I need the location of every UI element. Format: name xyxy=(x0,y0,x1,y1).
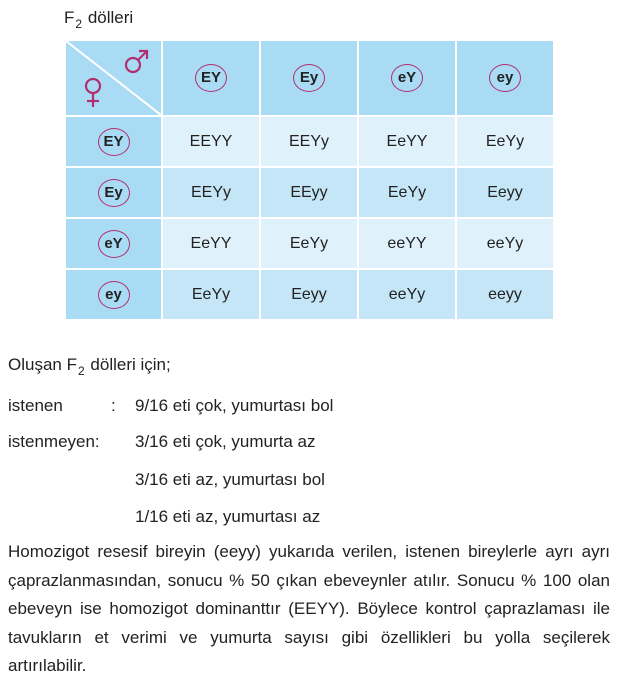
summary-intro xyxy=(8,355,171,378)
wanted-value: 9/16 eti çok, yumurtası bol xyxy=(135,396,334,415)
genotype-cell: EeYy xyxy=(260,218,358,269)
genotype-cell: EeYy xyxy=(162,269,260,320)
male-allele-header xyxy=(260,40,358,116)
genotype-cell: EeYY xyxy=(162,218,260,269)
female-allele: ey xyxy=(98,281,130,309)
unwanted-value: 1/16 eti az, yumurtası az xyxy=(135,507,321,526)
explanation-paragraph: Homozigot resesif bireyin (eeyy) yukarıda verilen, istenen bireylerle ayrı ayrı çaprazlanmasından, sonucu % 50 çıkan ebeveynler atılır. Sonucu % 100 olan ebeveyn ise homozigot dominanttır (EEYY). Böylece kontrol çaprazlaması ile tavukların et verimi ve yumurta sayısı gibi özellikleri bu yolla seçilerek artırılabilir. xyxy=(8,542,610,675)
male-allele-header xyxy=(358,40,456,116)
title-suffix: dölleri xyxy=(87,8,134,27)
genotype-cell: EEYy xyxy=(260,116,358,167)
female-allele: EY xyxy=(98,128,130,156)
male-allele: Ey xyxy=(293,64,325,92)
unwanted-line-1 xyxy=(8,432,315,452)
male-allele: EY xyxy=(195,64,227,92)
genotype-cell: EEYy xyxy=(162,167,260,218)
genotype-cell: EeYY xyxy=(358,116,456,167)
female-allele-header xyxy=(65,269,162,320)
genotype-cell: Eeyy xyxy=(260,269,358,320)
unwanted-line-2 xyxy=(135,470,325,490)
male-allele: ey xyxy=(489,64,521,92)
male-allele-header xyxy=(456,40,554,116)
male-allele-header xyxy=(162,40,260,116)
genotype-cell: EeYy xyxy=(456,116,554,167)
male-allele: eY xyxy=(391,64,423,92)
genotype-cell: eeYy xyxy=(358,269,456,320)
female-allele-header xyxy=(65,218,162,269)
male-symbol-icon xyxy=(123,47,151,75)
unwanted-value: 3/16 eti az, yumurtası bol xyxy=(135,470,325,489)
corner-cell xyxy=(65,40,162,116)
title-subscript: 2 xyxy=(75,17,83,31)
genotype-cell: eeYy xyxy=(456,218,554,269)
female-allele-header xyxy=(65,116,162,167)
genotype-cell: EEyy xyxy=(260,167,358,218)
female-allele-header xyxy=(65,167,162,218)
female-allele: eY xyxy=(98,230,130,258)
punnett-square xyxy=(64,39,555,321)
intro-subscript: 2 xyxy=(77,364,85,378)
intro-suffix: dölleri için; xyxy=(90,355,171,374)
genotype-cell: eeyy xyxy=(456,269,554,320)
wanted-line xyxy=(8,396,333,416)
female-allele: Ey xyxy=(98,179,130,207)
genotype-cell: EeYy xyxy=(358,167,456,218)
genotype-cell: eeYY xyxy=(358,218,456,269)
wanted-colon: : xyxy=(111,396,116,415)
title-prefix: F xyxy=(64,8,75,27)
female-symbol-icon xyxy=(82,77,104,109)
unwanted-value: 3/16 eti çok, yumurta az xyxy=(135,432,316,451)
genotype-cell: Eeyy xyxy=(456,167,554,218)
genotype-cell: EEYY xyxy=(162,116,260,167)
unwanted-line-3 xyxy=(135,507,320,527)
section-title xyxy=(64,8,134,31)
wanted-label: istenen xyxy=(8,396,63,415)
unwanted-label: istenmeyen: xyxy=(8,432,100,451)
intro-prefix: Oluşan F xyxy=(8,355,77,374)
